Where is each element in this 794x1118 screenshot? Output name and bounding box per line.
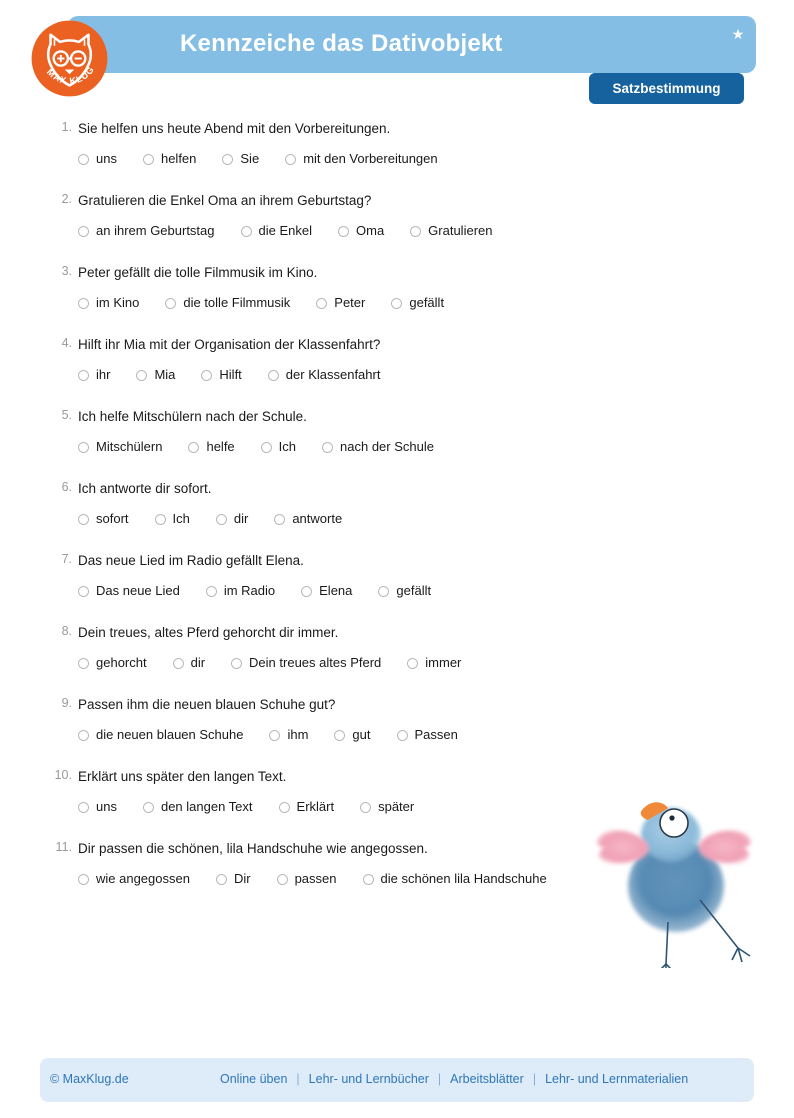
option-label: an ihrem Geburtstag [96,223,215,238]
footer-copyright: © MaxKlug.de [50,1072,129,1086]
radio-icon[interactable] [301,586,312,597]
question-number: 1. [61,120,72,134]
radio-icon[interactable] [78,586,89,597]
option-group [0,871,794,887]
option-label: helfe [206,439,235,454]
option-choice[interactable] [216,511,248,527]
option-choice[interactable] [78,295,139,311]
option-choice[interactable] [78,727,243,743]
worksheet-body [0,120,794,912]
option-choice[interactable] [322,439,434,455]
option-label: gut [352,727,371,742]
footer-separator: | [532,1072,537,1086]
option-label: wie angegossen [96,871,190,886]
radio-icon[interactable] [188,442,199,453]
option-label: Dir [233,871,251,886]
option-choice[interactable] [301,583,352,599]
option-choice[interactable] [316,295,365,311]
option-label: die Enkel [258,223,312,238]
option-label: Mia [154,367,176,382]
option-choice[interactable] [397,727,458,743]
option-label: Hilft [219,367,242,382]
option-label: gehorcht [96,655,147,670]
maxklug-logo[interactable] [30,19,109,98]
option-choice[interactable] [78,583,180,599]
radio-icon[interactable] [360,802,371,813]
option-label: mit den Vorbereitungen [303,151,438,166]
option-choice[interactable] [241,223,312,239]
radio-icon[interactable] [78,154,89,165]
option-choice[interactable] [407,655,461,671]
option-label: später [378,799,415,814]
logo-wordmark: MAX KLUG [44,64,97,87]
radio-icon[interactable] [216,514,227,525]
question-number: 5. [61,408,72,422]
radio-icon[interactable] [78,658,89,669]
radio-icon[interactable] [206,586,217,597]
radio-icon[interactable] [269,730,280,741]
radio-icon[interactable] [143,154,154,165]
option-label: Ich [172,511,190,526]
radio-icon[interactable] [397,730,408,741]
option-label: der Klassenfahrt [285,367,381,382]
question-item [0,120,794,167]
option-choice[interactable] [222,151,259,167]
option-label: uns [96,799,117,814]
option-choice[interactable] [136,367,175,383]
footer-link-lehr-und-lernbuecher[interactable]: Lehr- und Lernbücher [308,1072,429,1086]
radio-icon[interactable] [338,226,349,237]
question-item [0,552,794,599]
question-number: 7. [61,552,72,566]
option-choice[interactable] [268,367,381,383]
question-sentence: Ich antworte dir sofort. [78,481,212,496]
question-number: 2. [61,192,72,206]
radio-icon[interactable] [363,874,374,885]
question-sentence: Ich helfe Mitschülern nach der Schule. [78,409,307,424]
option-label: ihm [287,727,309,742]
question-sentence: Erklärt uns später den langen Text. [78,769,287,784]
option-choice[interactable] [261,439,296,455]
option-group [0,655,794,671]
radio-icon[interactable] [268,370,279,381]
option-label: Das neue Lied [96,583,180,598]
question-number: 6. [61,480,72,494]
option-choice[interactable] [274,511,342,527]
option-group [0,367,794,383]
option-choice[interactable] [277,871,337,887]
star-icon: ★ [731,26,745,42]
topic-badge[interactable]: Satzbestimmung [589,73,744,104]
option-label: Erklärt [296,799,335,814]
question-sentence: Sie helfen uns heute Abend mit den Vorbereitungen. [78,121,391,136]
option-group [0,727,794,743]
radio-icon[interactable] [285,154,296,165]
radio-icon[interactable] [165,298,176,309]
radio-icon[interactable] [391,298,402,309]
radio-icon[interactable] [78,370,89,381]
option-choice[interactable] [201,367,241,383]
option-group [0,583,794,599]
radio-icon[interactable] [334,730,345,741]
question-sentence: Dein treues, altes Pferd gehorcht dir immer. [78,625,339,640]
option-choice[interactable] [285,151,437,167]
question-number: 4. [61,336,72,350]
footer-link-arbeitsblaetter[interactable]: Arbeitsblätter [450,1072,524,1086]
option-label: Peter [334,295,366,310]
option-choice[interactable] [143,151,196,167]
radio-icon[interactable] [201,370,212,381]
option-choice[interactable] [360,799,414,815]
option-choice[interactable] [338,223,384,239]
option-choice[interactable] [78,871,190,887]
option-label: den langen Text [160,799,253,814]
option-choice[interactable] [78,799,117,815]
question-sentence: Passen ihm die neuen blauen Schuhe gut? [78,697,336,712]
option-label: Mitschülern [96,439,163,454]
footer-links [220,1072,688,1086]
radio-icon[interactable] [261,442,272,453]
option-choice[interactable] [231,655,381,671]
option-label: die schönen lila Handschuhe [380,871,547,886]
option-label: antworte [292,511,343,526]
radio-icon[interactable] [222,154,233,165]
option-choice[interactable] [78,655,147,671]
option-label: helfen [160,151,197,166]
option-label: die tolle Filmmusik [183,295,291,310]
footer-link-lehr-und-lernmaterialien[interactable]: Lehr- und Lernmaterialien [545,1072,689,1086]
radio-icon[interactable] [279,802,290,813]
radio-icon[interactable] [410,226,421,237]
radio-icon[interactable] [78,226,89,237]
question-sentence: Das neue Lied im Radio gefällt Elena. [78,553,304,568]
option-choice[interactable] [78,223,215,239]
question-sentence: Dir passen die schönen, lila Handschuhe wie angegossen. [78,841,428,856]
option-choice[interactable] [165,295,290,311]
radio-icon[interactable] [378,586,389,597]
option-choice[interactable] [143,799,253,815]
question-item [0,264,794,311]
option-choice[interactable] [206,583,275,599]
radio-icon[interactable] [143,802,154,813]
option-label: ihr [96,367,111,382]
option-choice[interactable] [334,727,370,743]
option-label: dir [190,655,206,670]
option-label: Elena [319,583,353,598]
question-item [0,624,794,671]
option-group [0,151,794,167]
radio-icon[interactable] [216,874,227,885]
question-item [0,192,794,239]
radio-icon[interactable] [316,298,327,309]
question-item [0,408,794,455]
option-choice[interactable] [391,295,444,311]
radio-icon[interactable] [78,514,89,525]
option-group [0,439,794,455]
option-label: Dein treues altes Pferd [249,655,382,670]
radio-icon[interactable] [231,658,242,669]
radio-icon[interactable] [173,658,184,669]
radio-icon[interactable] [407,658,418,669]
radio-icon[interactable] [241,226,252,237]
option-choice[interactable] [78,151,117,167]
option-choice[interactable] [410,223,492,239]
option-choice[interactable] [78,367,110,383]
option-choice[interactable] [188,439,234,455]
radio-icon[interactable] [322,442,333,453]
radio-icon[interactable] [277,874,288,885]
page-title: Kennzeiche das Dativobjekt [180,30,503,57]
option-label: Passen [414,727,458,742]
option-label: im Radio [223,583,276,598]
question-item [0,480,794,527]
option-label: Ich [278,439,297,454]
option-choice[interactable] [173,655,205,671]
option-label: gefällt [409,295,445,310]
footer-link-online-ueben[interactable]: Online üben [220,1072,288,1086]
option-choice[interactable] [279,799,335,815]
option-group [0,511,794,527]
option-label: dir [233,511,249,526]
footer-separator: | [437,1072,442,1086]
option-label: im Kino [96,295,140,310]
footer-separator: | [296,1072,300,1086]
option-choice[interactable] [378,583,431,599]
question-sentence: Gratulieren die Enkel Oma an ihrem Geburtstag? [78,193,372,208]
question-number: 10. [54,768,72,782]
option-choice[interactable] [216,871,251,887]
radio-icon[interactable] [78,298,89,309]
option-label: gefällt [396,583,432,598]
option-choice[interactable] [269,727,308,743]
option-group [0,295,794,311]
radio-icon[interactable] [78,802,89,813]
radio-icon[interactable] [78,874,89,885]
question-number: 3. [61,264,72,278]
option-label: passen [294,871,337,886]
option-label: Gratulieren [428,223,493,238]
option-choice[interactable] [363,871,547,887]
question-sentence: Peter gefällt die tolle Filmmusik im Kino. [78,265,318,280]
question-number: 8. [61,624,72,638]
question-item [0,696,794,743]
question-item [0,768,794,815]
option-choice[interactable] [78,511,129,527]
radio-icon[interactable] [78,730,89,741]
question-number: 11. [55,840,72,854]
option-label: immer [425,655,462,670]
option-label: uns [96,151,117,166]
option-label: sofort [96,511,129,526]
radio-icon[interactable] [136,370,147,381]
option-choice[interactable] [155,511,190,527]
option-label: die neuen blauen Schuhe [96,727,244,742]
radio-icon[interactable] [155,514,166,525]
radio-icon[interactable] [78,442,89,453]
radio-icon[interactable] [274,514,285,525]
option-label: Sie [240,151,260,166]
option-choice[interactable] [78,439,162,455]
question-sentence: Hilft ihr Mia mit der Organisation der Klassenfahrt? [78,337,381,352]
page-footer [40,1058,754,1102]
option-label: Oma [356,223,385,238]
page-header [0,0,794,120]
question-number: 9. [61,696,72,710]
question-item [0,336,794,383]
option-group [0,223,794,239]
option-group [0,799,794,815]
option-label: nach der Schule [340,439,434,454]
question-item [0,840,794,887]
